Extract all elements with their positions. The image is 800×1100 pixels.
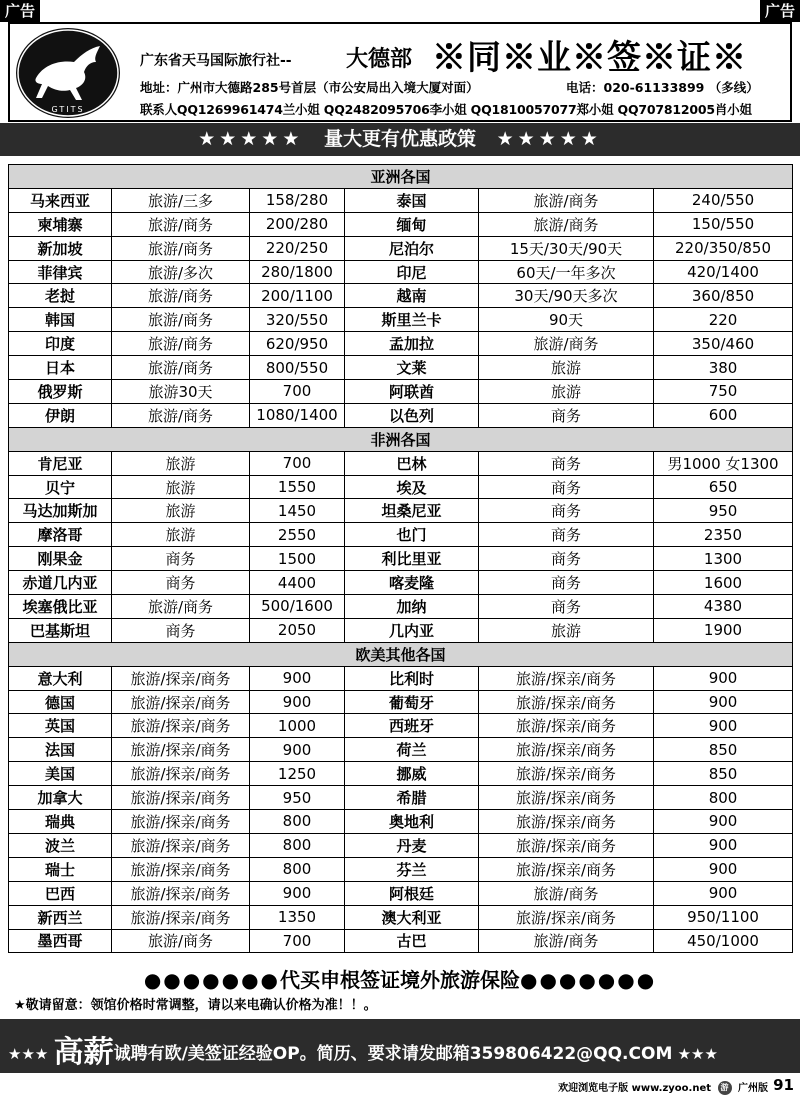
price-cell: 350/460 — [654, 332, 793, 356]
visa-type-cell: 旅游/探亲/商务 — [479, 786, 654, 810]
table-row — [9, 356, 793, 380]
visa-type-cell: 商务 — [112, 618, 250, 642]
visa-type-cell: 旅游/探亲/商务 — [479, 762, 654, 786]
visa-type-cell: 旅游/商务 — [479, 212, 654, 236]
company-name: 广东省天马国际旅行社-- — [140, 53, 292, 69]
recruit-text: 诚聘有欧/美签证经验OP。简历、要求请发邮箱359806422@QQ.COM — [113, 1044, 673, 1064]
visa-type-cell: 商务 — [112, 547, 250, 571]
phone: 电话：020-61133899 （多线） — [566, 80, 759, 95]
price-cell: 900 — [654, 810, 793, 834]
country-cell: 巴基斯坦 — [9, 618, 112, 642]
country-cell: 埃及 — [345, 475, 479, 499]
table-row — [9, 188, 793, 212]
visa-type-cell: 旅游/探亲/商务 — [112, 738, 250, 762]
section-title: 非洲各国 — [9, 427, 793, 451]
recruit-stars-right: ★★★ — [677, 1045, 718, 1063]
contacts: 联系人QQ1269961474兰小姐 QQ2482095706李小姐 QQ1810057077郑小姐 QQ707812005肖小姐 — [140, 102, 752, 117]
country-cell: 日本 — [9, 356, 112, 380]
price-cell: 2550 — [250, 523, 345, 547]
promo-stars-left: ★★★★★ — [198, 128, 304, 150]
price-cell: 900 — [654, 690, 793, 714]
section-header-row — [9, 427, 793, 451]
country-cell: 挪威 — [345, 762, 479, 786]
table-row — [9, 881, 793, 905]
country-cell: 奥地利 — [345, 810, 479, 834]
visa-type-cell: 旅游/探亲/商务 — [479, 833, 654, 857]
visa-type-cell: 旅游/探亲/商务 — [479, 690, 654, 714]
price-cell: 450/1000 — [654, 929, 793, 953]
table-row — [9, 212, 793, 236]
country-cell: 德国 — [9, 690, 112, 714]
section-header-row — [9, 165, 793, 189]
price-cell: 650 — [654, 475, 793, 499]
country-cell: 墨西哥 — [9, 929, 112, 953]
price-cell: 1550 — [250, 475, 345, 499]
page-title: ※同※业※签※证※ — [432, 38, 747, 78]
visa-type-cell: 旅游/商务 — [112, 308, 250, 332]
country-cell: 新加坡 — [9, 236, 112, 260]
table-row — [9, 905, 793, 929]
table-row — [9, 403, 793, 427]
price-cell: 1600 — [654, 571, 793, 595]
visa-type-cell: 旅游/商务 — [479, 881, 654, 905]
price-cell: 900 — [654, 881, 793, 905]
country-cell: 柬埔寨 — [9, 212, 112, 236]
price-cell: 158/280 — [250, 188, 345, 212]
price-cell: 600 — [654, 403, 793, 427]
country-cell: 缅甸 — [345, 212, 479, 236]
country-cell: 葡萄牙 — [345, 690, 479, 714]
country-cell: 韩国 — [9, 308, 112, 332]
price-cell: 150/550 — [654, 212, 793, 236]
country-cell: 喀麦隆 — [345, 571, 479, 595]
visa-type-cell: 旅游/探亲/商务 — [112, 690, 250, 714]
recruit-highlight: 高薪 — [53, 1035, 114, 1070]
visa-type-cell: 90天 — [479, 308, 654, 332]
visa-type-cell: 旅游/探亲/商务 — [112, 881, 250, 905]
price-cell: 850 — [654, 762, 793, 786]
price-cell: 男1000 女1300 — [654, 451, 793, 475]
price-cell: 900 — [654, 714, 793, 738]
price-cell: 4400 — [250, 571, 345, 595]
visa-type-cell: 旅游 — [112, 523, 250, 547]
footer-text: 欢迎浏览电子版 www.zyoo.net — [558, 1083, 712, 1094]
price-cell: 800 — [250, 857, 345, 881]
country-cell: 伊朗 — [9, 403, 112, 427]
promo-banner — [0, 123, 800, 156]
promo-stars-right: ★★★★★ — [496, 128, 602, 150]
table-row — [9, 786, 793, 810]
table-row — [9, 236, 793, 260]
country-cell: 巴林 — [345, 451, 479, 475]
country-cell: 希腊 — [345, 786, 479, 810]
table-row — [9, 332, 793, 356]
table-row — [9, 666, 793, 690]
table-row — [9, 451, 793, 475]
table-row — [9, 714, 793, 738]
visa-type-cell: 旅游30天 — [112, 380, 250, 404]
visa-type-cell: 旅游/探亲/商务 — [112, 786, 250, 810]
price-cell: 800 — [654, 786, 793, 810]
price-cell: 900 — [654, 666, 793, 690]
visa-type-cell: 旅游/多次 — [112, 260, 250, 284]
visa-type-cell: 旅游 — [112, 451, 250, 475]
table-row — [9, 380, 793, 404]
price-cell: 500/1600 — [250, 595, 345, 619]
visa-type-cell: 旅游/探亲/商务 — [479, 666, 654, 690]
visa-type-cell: 旅游/探亲/商务 — [112, 762, 250, 786]
visa-type-cell: 旅游 — [479, 356, 654, 380]
agency-header — [8, 22, 792, 122]
visa-type-cell: 旅游/探亲/商务 — [112, 666, 250, 690]
price-cell: 1080/1400 — [250, 403, 345, 427]
country-cell: 文莱 — [345, 356, 479, 380]
price-cell: 1500 — [250, 547, 345, 571]
price-cell: 2050 — [250, 618, 345, 642]
country-cell: 丹麦 — [345, 833, 479, 857]
footer-badge-icon: 游 — [718, 1081, 732, 1095]
country-cell: 贝宁 — [9, 475, 112, 499]
footer-edition: 广州版 — [738, 1083, 768, 1094]
table-row — [9, 595, 793, 619]
country-cell: 芬兰 — [345, 857, 479, 881]
country-cell: 老挝 — [9, 284, 112, 308]
visa-type-cell: 60天/一年多次 — [479, 260, 654, 284]
country-cell: 比利时 — [345, 666, 479, 690]
price-cell: 900 — [250, 666, 345, 690]
price-cell: 750 — [654, 380, 793, 404]
visa-type-cell: 旅游/探亲/商务 — [112, 905, 250, 929]
visa-type-cell: 旅游/探亲/商务 — [112, 833, 250, 857]
logo-text: GTITS — [51, 105, 85, 114]
price-cell: 1300 — [654, 547, 793, 571]
department-name: 大德部 — [346, 47, 413, 72]
country-cell: 荷兰 — [345, 738, 479, 762]
country-cell: 马来西亚 — [9, 188, 112, 212]
bullet-dots-left: ●●●●●●● — [143, 968, 280, 992]
country-cell: 印尼 — [345, 260, 479, 284]
country-cell: 古巴 — [345, 929, 479, 953]
table-row — [9, 260, 793, 284]
visa-type-cell: 旅游/商务 — [112, 356, 250, 380]
visa-type-cell: 旅游/探亲/商务 — [112, 714, 250, 738]
country-cell: 以色列 — [345, 403, 479, 427]
visa-type-cell: 旅游/商务 — [112, 332, 250, 356]
table-row — [9, 571, 793, 595]
visa-type-cell: 旅游/探亲/商务 — [479, 714, 654, 738]
table-row — [9, 523, 793, 547]
visa-type-cell: 旅游/探亲/商务 — [479, 905, 654, 929]
visa-type-cell: 商务 — [479, 595, 654, 619]
visa-type-cell: 旅游/商务 — [112, 403, 250, 427]
section-header-row — [9, 642, 793, 666]
visa-type-cell: 旅游/商务 — [112, 212, 250, 236]
table-row — [9, 810, 793, 834]
country-cell: 摩洛哥 — [9, 523, 112, 547]
price-cell: 220/350/850 — [654, 236, 793, 260]
country-cell: 泰国 — [345, 188, 479, 212]
table-row — [9, 499, 793, 523]
visa-type-cell: 旅游/探亲/商务 — [479, 857, 654, 881]
country-cell: 法国 — [9, 738, 112, 762]
visa-type-cell: 商务 — [479, 403, 654, 427]
table-row — [9, 284, 793, 308]
price-cell: 420/1400 — [654, 260, 793, 284]
visa-type-cell: 商务 — [479, 523, 654, 547]
country-cell: 波兰 — [9, 833, 112, 857]
visa-type-cell: 旅游/商务 — [112, 236, 250, 260]
recruit-stars-left: ★★★ — [8, 1045, 49, 1063]
country-cell: 马达加斯加 — [9, 499, 112, 523]
visa-type-cell: 旅游 — [112, 475, 250, 499]
country-cell: 也门 — [345, 523, 479, 547]
table-row — [9, 690, 793, 714]
country-cell: 瑞士 — [9, 857, 112, 881]
horse-logo — [16, 28, 120, 118]
price-cell: 220 — [654, 308, 793, 332]
footer — [558, 1079, 768, 1095]
price-cell: 950 — [654, 499, 793, 523]
price-cell: 280/1800 — [250, 260, 345, 284]
price-cell: 950/1100 — [654, 905, 793, 929]
visa-type-cell: 旅游 — [479, 618, 654, 642]
section-title: 欧美其他各国 — [9, 642, 793, 666]
country-cell: 瑞典 — [9, 810, 112, 834]
visa-type-cell: 旅游/探亲/商务 — [112, 810, 250, 834]
price-cell: 240/550 — [654, 188, 793, 212]
country-cell: 美国 — [9, 762, 112, 786]
price-cell: 200/1100 — [250, 284, 345, 308]
country-cell: 澳大利亚 — [345, 905, 479, 929]
country-cell: 越南 — [345, 284, 479, 308]
price-cell: 800 — [250, 810, 345, 834]
visa-type-cell: 旅游/商务 — [479, 332, 654, 356]
table-row — [9, 618, 793, 642]
price-cell: 4380 — [654, 595, 793, 619]
insurance-text: 代买申根签证境外旅游保险 — [280, 968, 520, 992]
ad-label-left: 广告 — [0, 0, 40, 22]
country-cell: 英国 — [9, 714, 112, 738]
section-title: 亚洲各国 — [9, 165, 793, 189]
ad-label-right: 广告 — [760, 0, 800, 22]
visa-type-cell: 商务 — [112, 571, 250, 595]
page-number: 91 — [773, 1076, 794, 1094]
visa-type-cell: 旅游 — [112, 499, 250, 523]
table-row — [9, 833, 793, 857]
country-cell: 埃塞俄比亚 — [9, 595, 112, 619]
price-cell: 220/250 — [250, 236, 345, 260]
price-cell: 700 — [250, 451, 345, 475]
price-cell: 700 — [250, 380, 345, 404]
price-cell: 320/550 — [250, 308, 345, 332]
price-cell: 850 — [654, 738, 793, 762]
visa-type-cell: 旅游/三多 — [112, 188, 250, 212]
country-cell: 坦桑尼亚 — [345, 499, 479, 523]
visa-type-cell: 商务 — [479, 475, 654, 499]
country-cell: 几内亚 — [345, 618, 479, 642]
visa-type-cell: 旅游/商务 — [112, 929, 250, 953]
table-row — [9, 929, 793, 953]
price-cell: 700 — [250, 929, 345, 953]
country-cell: 印度 — [9, 332, 112, 356]
price-cell: 1000 — [250, 714, 345, 738]
table-row — [9, 308, 793, 332]
visa-type-cell: 旅游/探亲/商务 — [479, 738, 654, 762]
table-row — [9, 738, 793, 762]
bullet-dots-right: ●●●●●●● — [520, 968, 657, 992]
price-cell: 1250 — [250, 762, 345, 786]
price-cell: 900 — [654, 857, 793, 881]
price-cell: 950 — [250, 786, 345, 810]
visa-type-cell: 旅游/探亲/商务 — [112, 857, 250, 881]
price-cell: 360/850 — [654, 284, 793, 308]
table-row — [9, 857, 793, 881]
visa-type-cell: 旅游/商务 — [479, 188, 654, 212]
country-cell: 孟加拉 — [345, 332, 479, 356]
price-cell: 900 — [250, 690, 345, 714]
price-cell: 1450 — [250, 499, 345, 523]
visa-type-cell: 商务 — [479, 499, 654, 523]
price-cell: 900 — [654, 833, 793, 857]
country-cell: 巴西 — [9, 881, 112, 905]
visa-type-cell: 商务 — [479, 547, 654, 571]
table-row — [9, 762, 793, 786]
country-cell: 加拿大 — [9, 786, 112, 810]
promo-text: 量大更有优惠政策 — [323, 128, 476, 150]
price-cell: 900 — [250, 738, 345, 762]
price-cell: 800 — [250, 833, 345, 857]
country-cell: 赤道几内亚 — [9, 571, 112, 595]
horse-logo-icon — [16, 28, 120, 118]
visa-type-cell: 旅游 — [479, 380, 654, 404]
country-cell: 阿根廷 — [345, 881, 479, 905]
visa-type-cell: 商务 — [479, 571, 654, 595]
country-cell: 俄罗斯 — [9, 380, 112, 404]
recruit-banner — [0, 1019, 800, 1073]
visa-price-table — [8, 164, 793, 953]
country-cell: 肯尼亚 — [9, 451, 112, 475]
price-cell: 1900 — [654, 618, 793, 642]
visa-type-cell: 旅游/商务 — [112, 595, 250, 619]
price-cell: 380 — [654, 356, 793, 380]
price-cell: 200/280 — [250, 212, 345, 236]
visa-type-cell: 30天/90天多次 — [479, 284, 654, 308]
price-cell: 620/950 — [250, 332, 345, 356]
visa-type-cell: 旅游/商务 — [479, 929, 654, 953]
country-cell: 加纳 — [345, 595, 479, 619]
country-cell: 新西兰 — [9, 905, 112, 929]
address: 地址：广州市大德路285号首层（市公安局出入境大厦对面） — [140, 80, 479, 95]
table-row — [9, 475, 793, 499]
country-cell: 尼泊尔 — [345, 236, 479, 260]
price-notice: ★敬请留意：领馆价格时常调整，请以来电确认价格为准！！。 — [14, 998, 377, 1013]
visa-type-cell: 旅游/商务 — [112, 284, 250, 308]
price-cell: 1350 — [250, 905, 345, 929]
visa-type-cell: 15天/30天/90天 — [479, 236, 654, 260]
country-cell: 阿联酋 — [345, 380, 479, 404]
country-cell: 菲律宾 — [9, 260, 112, 284]
country-cell: 斯里兰卡 — [345, 308, 479, 332]
visa-type-cell: 商务 — [479, 451, 654, 475]
country-cell: 利比里亚 — [345, 547, 479, 571]
country-cell: 刚果金 — [9, 547, 112, 571]
price-cell: 2350 — [654, 523, 793, 547]
table-row — [9, 547, 793, 571]
price-cell: 800/550 — [250, 356, 345, 380]
price-cell: 900 — [250, 881, 345, 905]
country-cell: 西班牙 — [345, 714, 479, 738]
country-cell: 意大利 — [9, 666, 112, 690]
visa-type-cell: 旅游/探亲/商务 — [479, 810, 654, 834]
insurance-banner — [0, 964, 800, 993]
